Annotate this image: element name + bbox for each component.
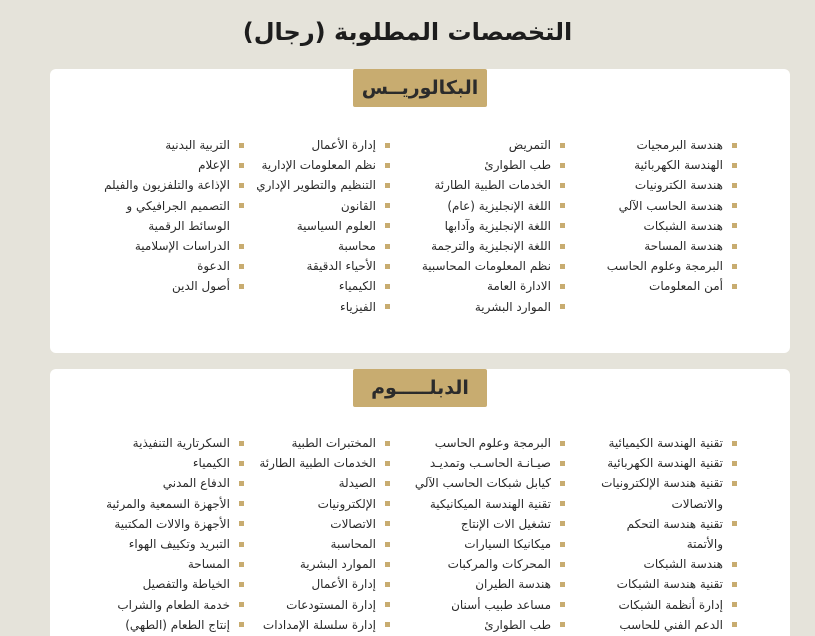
bullet-icon bbox=[560, 264, 565, 269]
bullet-icon bbox=[560, 284, 565, 289]
bachelor-col3-item bbox=[256, 256, 390, 276]
specialty-label: الموارد البشرية bbox=[474, 299, 551, 314]
specialty-label: التصميم الجرافيكي و bbox=[126, 198, 230, 213]
bullet-icon bbox=[560, 582, 565, 587]
bachelor-col1-item bbox=[607, 175, 737, 195]
specialty-label: الدعوة bbox=[197, 259, 230, 274]
specialty-label: إدارة الأعمال bbox=[311, 138, 376, 153]
specialty-label: المحاسبة bbox=[330, 537, 376, 552]
specialty-label: الهندسة الكهربائية bbox=[634, 158, 723, 173]
bullet-icon bbox=[732, 602, 737, 607]
page-title: التخصصات المطلوبة (رجال) bbox=[242, 18, 573, 46]
specialty-label: السكرتارية التنفيذية bbox=[132, 436, 230, 451]
bullet-icon bbox=[560, 562, 565, 567]
bachelor-col2-item bbox=[422, 236, 565, 256]
diploma-col1-item bbox=[601, 595, 737, 615]
bachelor-col1-item bbox=[607, 216, 737, 236]
bachelor-col3-item bbox=[256, 236, 390, 256]
specialty-label: تقنية الهندسة الكيميائية bbox=[608, 436, 723, 451]
diploma-col3-item bbox=[259, 595, 390, 615]
specialty-label: نظم المعلومات المحاسبية bbox=[421, 259, 551, 274]
specialty-label: تقنية هندسة الشبكات bbox=[616, 577, 723, 592]
specialty-label: الموارد البشرية bbox=[299, 557, 376, 572]
bullet-icon bbox=[385, 481, 390, 486]
bullet-icon bbox=[385, 441, 390, 446]
diploma-col1-item bbox=[601, 473, 737, 493]
specialty-label: الدفاع المدني bbox=[162, 476, 230, 491]
bachelor-col2-item bbox=[422, 256, 565, 276]
diploma-col3-item bbox=[259, 494, 390, 514]
specialty-label: إدارة أنظمة الشبكات bbox=[618, 597, 723, 612]
specialty-label: اللغة الإنجليزية وآدابها bbox=[444, 218, 551, 233]
bachelor-section bbox=[50, 69, 790, 353]
diploma-col3-item bbox=[259, 514, 390, 534]
diploma-col2-item bbox=[415, 473, 565, 493]
specialty-label: هندسة البرمجيات bbox=[636, 138, 723, 153]
specialty-label: هندسة الشبكات bbox=[643, 218, 723, 233]
bullet-icon bbox=[732, 501, 737, 506]
specialty-label: الدعم الفني للحاسب bbox=[619, 617, 723, 632]
specialty-label: الإذاعة والتلفزيون والفيلم bbox=[104, 178, 230, 193]
specialty-label: والأتمتة bbox=[686, 537, 723, 552]
bachelor-col4-item bbox=[104, 236, 244, 256]
bullet-icon bbox=[239, 441, 244, 446]
bullet-icon bbox=[560, 244, 565, 249]
specialty-label: الوسائط الرقمية bbox=[148, 218, 230, 233]
specialty-label: هندسة الحاسب الآلي bbox=[618, 198, 723, 213]
bullet-icon bbox=[732, 542, 737, 547]
bullet-icon bbox=[560, 602, 565, 607]
specialty-label: التمريض bbox=[508, 138, 551, 153]
bachelor-col4-item bbox=[104, 276, 244, 296]
bachelor-col2-item bbox=[422, 216, 565, 236]
bachelor-col1-item bbox=[607, 256, 737, 276]
bullet-icon bbox=[560, 183, 565, 188]
diploma-col2-item bbox=[415, 433, 565, 453]
diploma-column-1 bbox=[601, 433, 737, 635]
bullet-icon bbox=[239, 183, 244, 188]
bachelor-col3-item bbox=[256, 276, 390, 296]
specialty-label: التربية البدنية bbox=[165, 138, 230, 153]
bullet-icon bbox=[732, 143, 737, 148]
bullet-icon bbox=[560, 521, 565, 526]
specialty-label: طب الطوارئ bbox=[484, 617, 551, 632]
specialty-label: نظم المعلومات الإدارية bbox=[261, 158, 376, 173]
diploma-column-2 bbox=[415, 433, 565, 635]
bullet-icon bbox=[239, 461, 244, 466]
bullet-icon bbox=[732, 223, 737, 228]
diploma-col3-item bbox=[259, 473, 390, 493]
specialty-label: أمن المعلومات bbox=[649, 279, 723, 294]
bachelor-col3-item bbox=[256, 196, 390, 216]
specialty-label: المساحة bbox=[187, 557, 230, 572]
bachelor-col1-item bbox=[607, 236, 737, 256]
diploma-col1-item bbox=[601, 514, 737, 534]
specialty-label: ميكانيكا السيارات bbox=[464, 537, 551, 552]
specialty-label: التنظيم والتطوير الإداري bbox=[256, 178, 376, 193]
diploma-col2-item bbox=[415, 574, 565, 594]
diploma-column-4 bbox=[106, 433, 244, 635]
diploma-col1-item bbox=[601, 453, 737, 473]
bullet-icon bbox=[385, 183, 390, 188]
bachelor-col2-item bbox=[422, 196, 565, 216]
bullet-icon bbox=[239, 203, 244, 208]
diploma-col3-item bbox=[259, 534, 390, 554]
diploma-col1-item bbox=[601, 433, 737, 453]
diploma-col3-item bbox=[259, 574, 390, 594]
specialty-label: هندسة المساحة bbox=[644, 239, 723, 254]
bullet-icon bbox=[385, 562, 390, 567]
bullet-icon bbox=[239, 542, 244, 547]
specialty-label: طب الطوارئ bbox=[484, 158, 551, 173]
specialty-label: الأجهزة السمعية والمرئية bbox=[106, 496, 230, 511]
bachelor-col3-item bbox=[256, 297, 390, 317]
bachelor-column-2 bbox=[422, 135, 565, 317]
specialty-label: القانون bbox=[340, 198, 376, 213]
bachelor-col2-item bbox=[422, 155, 565, 175]
bachelor-column-1 bbox=[607, 135, 737, 297]
bullet-icon bbox=[385, 284, 390, 289]
specialty-label: تقنية الهندسة الميكانيكية bbox=[429, 496, 551, 511]
diploma-col3-item bbox=[259, 615, 390, 635]
bullet-icon bbox=[385, 622, 390, 627]
specialty-label: كيابل شبكات الحاسب الآلي bbox=[414, 476, 551, 491]
bullet-icon bbox=[732, 622, 737, 627]
specialty-label: إدارة المستودعات bbox=[286, 597, 376, 612]
diploma-col3-item bbox=[259, 433, 390, 453]
specialty-label: الخدمات الطبية الطارئة bbox=[434, 178, 551, 193]
bullet-icon bbox=[239, 264, 244, 269]
bullet-icon bbox=[239, 244, 244, 249]
specialty-label: تقنية هندسة الإلكترونيات bbox=[601, 476, 723, 491]
diploma-col4-item bbox=[106, 453, 244, 473]
diploma-column-3 bbox=[259, 433, 390, 635]
specialty-label: هندسة الكترونيات bbox=[634, 178, 723, 193]
bullet-icon bbox=[560, 461, 565, 466]
specialty-label: الخياطة والتفصيل bbox=[142, 577, 230, 592]
bachelor-col4-item bbox=[104, 155, 244, 175]
specialty-label: تقنية هندسة التحكم bbox=[626, 516, 723, 531]
diploma-col4-item bbox=[106, 514, 244, 534]
specialty-label: الإعلام bbox=[198, 158, 230, 173]
specialty-label: الكيمياء bbox=[338, 279, 376, 294]
specialty-label: الأحياء الدقيقة bbox=[306, 259, 376, 274]
diploma-col4-item bbox=[106, 494, 244, 514]
bullet-icon bbox=[385, 582, 390, 587]
specialty-label: البرمجة وعلوم الحاسب bbox=[434, 436, 551, 451]
bachelor-heading: البكالوريــس bbox=[353, 69, 487, 107]
bullet-icon bbox=[560, 223, 565, 228]
bullet-icon bbox=[732, 582, 737, 587]
diploma-section bbox=[50, 369, 790, 636]
bachelor-col3-item bbox=[256, 155, 390, 175]
bachelor-col3-item bbox=[256, 216, 390, 236]
specialty-label: اللغة الإنجليزية والترجمة bbox=[431, 239, 551, 254]
bullet-icon bbox=[732, 441, 737, 446]
bullet-icon bbox=[239, 163, 244, 168]
bullet-icon bbox=[385, 501, 390, 506]
specialty-label: الكيمياء bbox=[192, 456, 230, 471]
bachelor-col1-item bbox=[607, 135, 737, 155]
bullet-icon bbox=[239, 521, 244, 526]
diploma-col2-item bbox=[415, 554, 565, 574]
bullet-icon bbox=[732, 521, 737, 526]
diploma-col4-item bbox=[106, 534, 244, 554]
diploma-col2-item bbox=[415, 514, 565, 534]
specialty-label: صيـانـة الحاسـب وتمديـد bbox=[429, 456, 551, 471]
specialty-label: الادارة العامة bbox=[486, 279, 551, 294]
bullet-icon bbox=[385, 203, 390, 208]
bachelor-col3-item bbox=[256, 175, 390, 195]
diploma-col1-item bbox=[601, 554, 737, 574]
specialty-label: إدارة سلسلة الإمدادات bbox=[262, 617, 376, 632]
specialty-label: الفيزياء bbox=[340, 299, 376, 314]
bullet-icon bbox=[732, 264, 737, 269]
diploma-col3-item bbox=[259, 453, 390, 473]
diploma-col4-item bbox=[106, 595, 244, 615]
specialty-label: تشغيل الات الإنتاج bbox=[460, 516, 551, 531]
bachelor-col4-item bbox=[104, 216, 244, 236]
specialty-label: إنتاج الطعام (الطهي) bbox=[125, 617, 230, 632]
bullet-icon bbox=[385, 461, 390, 466]
bachelor-col2-item bbox=[422, 276, 565, 296]
diploma-col1-item bbox=[601, 494, 737, 514]
diploma-col4-item bbox=[106, 574, 244, 594]
bullet-icon bbox=[560, 542, 565, 547]
bullet-icon bbox=[385, 264, 390, 269]
bullet-icon bbox=[239, 582, 244, 587]
specialty-label: أصول الدين bbox=[171, 279, 230, 294]
diploma-col4-item bbox=[106, 615, 244, 635]
bullet-icon bbox=[385, 542, 390, 547]
bachelor-col2-item bbox=[422, 175, 565, 195]
bullet-icon bbox=[732, 562, 737, 567]
specialty-label: المحركات والمركبات bbox=[447, 557, 551, 572]
specialty-label: محاسبة bbox=[338, 239, 376, 254]
bullet-icon bbox=[239, 284, 244, 289]
bachelor-col1-item bbox=[607, 276, 737, 296]
specialty-label: هندسة الطيران bbox=[475, 577, 551, 592]
specialty-label: الإلكترونيات bbox=[317, 496, 376, 511]
bachelor-col4-item bbox=[104, 135, 244, 155]
specialty-label: إدارة الأعمال bbox=[311, 577, 376, 592]
specialty-label: الخدمات الطبية الطارئة bbox=[259, 456, 376, 471]
bachelor-col2-item bbox=[422, 135, 565, 155]
bullet-icon bbox=[385, 163, 390, 168]
bullet-icon bbox=[239, 622, 244, 627]
specialty-label: هندسة الشبكات bbox=[643, 557, 723, 572]
bullet-icon bbox=[732, 203, 737, 208]
diploma-col2-item bbox=[415, 494, 565, 514]
specialty-label: تقنية الهندسة الكهربائية bbox=[607, 456, 723, 471]
diploma-col2-item bbox=[415, 595, 565, 615]
diploma-col1-item bbox=[601, 534, 737, 554]
bullet-icon bbox=[239, 602, 244, 607]
bullet-icon bbox=[732, 481, 737, 486]
diploma-col4-item bbox=[106, 473, 244, 493]
bullet-icon bbox=[560, 143, 565, 148]
specialty-label: الاتصالات bbox=[330, 516, 376, 531]
specialty-label: الأجهزة والالات المكتبية bbox=[114, 516, 230, 531]
bullet-icon bbox=[385, 143, 390, 148]
bullet-icon bbox=[560, 501, 565, 506]
bullet-icon bbox=[732, 284, 737, 289]
diploma-col1-item bbox=[601, 574, 737, 594]
bachelor-column-4 bbox=[104, 135, 244, 297]
bullet-icon bbox=[385, 521, 390, 526]
diploma-col1-item bbox=[601, 615, 737, 635]
bullet-icon bbox=[239, 481, 244, 486]
diploma-col3-item bbox=[259, 554, 390, 574]
bachelor-col4-item bbox=[104, 196, 244, 216]
bullet-icon bbox=[239, 501, 244, 506]
bullet-icon bbox=[385, 223, 390, 228]
diploma-col4-item bbox=[106, 554, 244, 574]
bullet-icon bbox=[560, 441, 565, 446]
specialty-label: العلوم السياسية bbox=[296, 218, 376, 233]
diploma-col2-item bbox=[415, 615, 565, 635]
bullet-icon bbox=[560, 304, 565, 309]
bullet-icon bbox=[239, 562, 244, 567]
bullet-icon bbox=[385, 244, 390, 249]
bullet-icon bbox=[732, 461, 737, 466]
specialty-label: والاتصالات bbox=[671, 496, 723, 511]
bullet-icon bbox=[385, 304, 390, 309]
specialty-label: البرمجة وعلوم الحاسب bbox=[606, 259, 723, 274]
bullet-icon bbox=[239, 143, 244, 148]
specialty-label: اللغة الإنجليزية (عام) bbox=[447, 198, 551, 213]
bachelor-col3-item bbox=[256, 135, 390, 155]
specialty-label: مساعد طبيب أسنان bbox=[451, 597, 551, 612]
bullet-icon bbox=[560, 163, 565, 168]
specialty-label: التبريد وتكييف الهواء bbox=[128, 537, 230, 552]
bullet-icon bbox=[732, 163, 737, 168]
diploma-heading: الدبلـــــوم bbox=[353, 369, 487, 407]
bullet-icon bbox=[732, 183, 737, 188]
bachelor-column-3 bbox=[256, 135, 390, 317]
bachelor-col1-item bbox=[607, 196, 737, 216]
specialty-label: الصيدلة bbox=[338, 476, 376, 491]
diploma-col2-item bbox=[415, 453, 565, 473]
bachelor-col2-item bbox=[422, 297, 565, 317]
bullet-icon bbox=[560, 622, 565, 627]
specialty-label: خدمة الطعام والشراب bbox=[117, 597, 230, 612]
bullet-icon bbox=[239, 223, 244, 228]
specialty-label: الدراسات الإسلامية bbox=[134, 239, 230, 254]
bullet-icon bbox=[560, 481, 565, 486]
diploma-col4-item bbox=[106, 433, 244, 453]
specialty-label: المختبرات الطبية bbox=[291, 436, 376, 451]
bullet-icon bbox=[560, 203, 565, 208]
bachelor-col4-item bbox=[104, 256, 244, 276]
diploma-col2-item bbox=[415, 534, 565, 554]
bachelor-col1-item bbox=[607, 155, 737, 175]
bullet-icon bbox=[732, 244, 737, 249]
bullet-icon bbox=[385, 602, 390, 607]
bachelor-col4-item bbox=[104, 175, 244, 195]
